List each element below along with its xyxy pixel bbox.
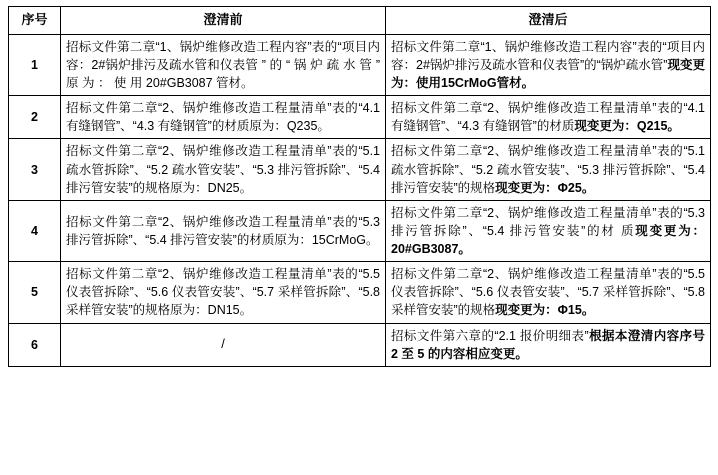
cell-after-bold: 现变更为：20#GB3087。 bbox=[391, 223, 705, 257]
cell-before: 招标文件第二章“2、锅炉维修改造工程量清单”表的“4.1 有缝钢管”、“4.3 有缝钢管”的材质原为：Q235。 bbox=[61, 96, 386, 139]
table-row bbox=[9, 34, 711, 95]
cell-after-plain: 招标文件第二章“2、锅炉维修改造工程量清单”表的“5.1 疏水管拆除”、“5.2 疏水管安装”、“5.3 排污管拆除”、“5.4 排污管安装”的规格 bbox=[391, 144, 705, 195]
table-row bbox=[9, 139, 711, 200]
column-header-before: 澄清前 bbox=[61, 7, 386, 35]
cell-after-plain: 招标文件第二章“2、锅炉维修改造工程量清单”表的“5.5 仪表管拆除”、“5.6 仪表管安装”、“5.7 采样管拆除”、“5.8 采样管安装”的规格 bbox=[391, 267, 705, 318]
table-row bbox=[9, 323, 711, 366]
clarification-table bbox=[8, 6, 711, 367]
table-row bbox=[9, 262, 711, 323]
row-number: 5 bbox=[9, 262, 61, 323]
cell-after bbox=[386, 200, 711, 261]
cell-after-plain: 招标文件第六章的“2.1 报价明细表” bbox=[391, 328, 589, 343]
cell-before bbox=[61, 323, 386, 366]
row-number: 3 bbox=[9, 139, 61, 200]
cell-after-plain: 招标文件第二章“2、锅炉维修改造工程量清单”表的“4.1 有缝钢管”、“4.3 有缝钢管”的材质 bbox=[391, 101, 705, 134]
cell-after bbox=[386, 96, 711, 139]
cell-after bbox=[386, 323, 711, 366]
cell-after bbox=[386, 262, 711, 323]
cell-before: 招标文件第二章“2、锅炉维修改造工程量清单”表的“5.5 仪表管拆除”、“5.6 仪表管安装”、“5.7 采样管拆除”、“5.8 采样管安装”的规格原为：DN15。 bbox=[61, 262, 386, 323]
cell-after-bold: 根据本澄清内容序号 2 至 5 的内容相应变更。 bbox=[391, 328, 705, 361]
table-row bbox=[9, 200, 711, 261]
cell-before: 招标文件第二章“2、锅炉维修改造工程量清单”表的“5.3 排污管拆除”、“5.4 排污管安装”的材质原为：15CrMoG。 bbox=[61, 200, 386, 261]
cell-after-bold: 现变更为：使用15CrMoG管材。 bbox=[391, 57, 705, 91]
row-number: 6 bbox=[9, 323, 61, 366]
table-body bbox=[9, 34, 711, 366]
table-header-row bbox=[9, 7, 711, 35]
table-row bbox=[9, 96, 711, 139]
cell-before: 招标文件第二章“2、锅炉维修改造工程量清单”表的“5.1 疏水管拆除”、“5.2 疏水管安装”、“5.3 排污管拆除”、“5.4 排污管安装”的规格原为：DN25。 bbox=[61, 139, 386, 200]
row-number: 4 bbox=[9, 200, 61, 261]
cell-before: 招标文件第二章“1、锅炉维修改造工程内容”表的“项目内容：2#锅炉排污及疏水管和仪表管 ” 的 “ 锅 炉 疏 水 管 ” 原 为 ： 使 用 20#GB3087 管材。 bbox=[61, 34, 386, 95]
empty-slash: / bbox=[221, 336, 225, 352]
cell-after-plain: 招标文件第二章“1、锅炉维修改造工程内容”表的“项目内容：2#锅炉排污及疏水管和仪表管”的“锅炉疏水管” bbox=[391, 39, 705, 72]
table-header bbox=[9, 7, 711, 35]
cell-after bbox=[386, 139, 711, 200]
row-number: 2 bbox=[9, 96, 61, 139]
column-header-no: 序号 bbox=[9, 7, 61, 35]
cell-after bbox=[386, 34, 711, 95]
cell-after-bold: 现变更为：Φ25。 bbox=[495, 180, 595, 195]
cell-after-plain: 招标文件第二章“2、锅炉维修改造工程量清单”表的“5.3 排污管拆除”、“5.4 排污管安装”的材 质 bbox=[391, 205, 705, 238]
cell-after-bold: 现变更为：Φ15。 bbox=[495, 303, 595, 318]
column-header-after: 澄清后 bbox=[386, 7, 711, 35]
cell-after-bold: 现变更为：Q215。 bbox=[574, 119, 680, 134]
row-number: 1 bbox=[9, 34, 61, 95]
